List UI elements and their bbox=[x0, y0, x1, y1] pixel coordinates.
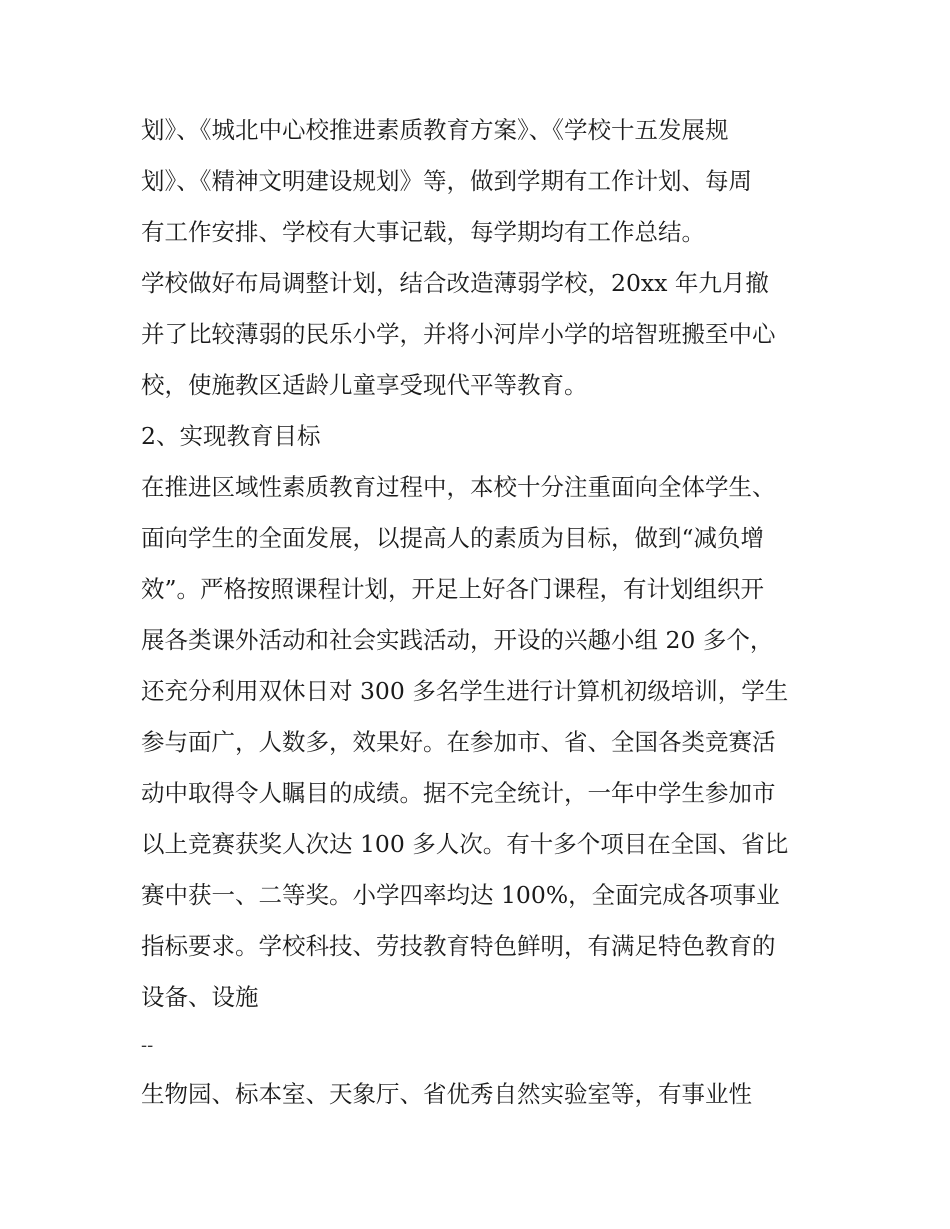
text-line: 指标要求。学校科技、劳技教育特色鲜明，有满足特色教育的 bbox=[141, 932, 776, 960]
text-line: 面向学生的全面发展，以提高人的素质为目标，做到“减负增 bbox=[141, 524, 765, 552]
text-line: 还充分利用双休日对 300 多名学生进行计算机初级培训，学生 bbox=[141, 677, 789, 705]
text-line: 动中取得令人瞩目的成绩。据不完全统计，一年中学生参加市 bbox=[141, 779, 776, 807]
text-line: 以上竞赛获奖人次达 100 多人次。有十多个项目在全国、省比 bbox=[141, 830, 789, 858]
text-line: 划》、《城北中心校推进素质教育方案》、《学校十五发展规 bbox=[141, 116, 729, 144]
text-line: 在推进区域性素质教育过程中，本校十分注重面向全体学生、 bbox=[141, 473, 776, 501]
body-text bbox=[141, 108, 821, 1123]
section-heading: 2、实现教育目标 bbox=[141, 422, 321, 450]
text-line: 校，使施教区适龄儿童享受现代平等教育。 bbox=[141, 371, 588, 399]
text-line: 设备、设施 bbox=[141, 983, 259, 1011]
text-line: 展各类课外活动和社会实践活动，开设的兴趣小组 20 多个， bbox=[141, 626, 774, 654]
text-line: 参与面广，人数多，效果好。在参加市、省、全国各类竞赛活 bbox=[141, 728, 776, 756]
text-line: 赛中获一、二等奖。小学四率均达 100%，全面完成各项事业 bbox=[141, 881, 780, 909]
text-line: 生物园、标本室、天象厅、省优秀自然实验室等，有事业性 bbox=[141, 1080, 752, 1108]
text-line: 划》、《精神文明建设规划》等，做到学期有工作计划、每周 bbox=[141, 167, 752, 195]
text-line: 学校做好布局调整计划，结合改造薄弱学校，20xx 年九月撤 bbox=[141, 269, 769, 297]
page-separator: -- bbox=[141, 1035, 154, 1056]
text-line: 有工作安排、学校有大事记载，每学期均有工作总结。 bbox=[141, 218, 705, 246]
text-line: 效”。严格按照课程计划，开足上好各门课程，有计划组织开 bbox=[141, 575, 765, 603]
text-line: 并了比较薄弱的民乐小学，并将小河岸小学的培智班搬至中心 bbox=[141, 320, 776, 348]
